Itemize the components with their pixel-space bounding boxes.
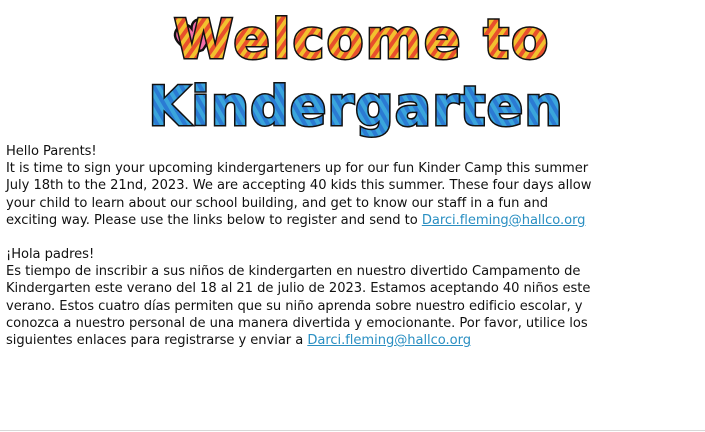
welcome-title-line1 <box>174 8 550 71</box>
spanish-last-line <box>6 332 696 349</box>
spanish-greeting: ¡Hola padres! <box>6 247 95 263</box>
spanish-line: Kindergarten este verano del 18 al 21 de julio de 2023. Estamos aceptando 40 niños este <box>6 281 591 297</box>
section-spacer <box>6 229 696 246</box>
welcome-title-text-line1: Welcome to <box>173 8 551 71</box>
spanish-line: verano. Estos cuatro días permiten que su niño aprenda sobre nuestro edificio escolar, y <box>6 298 583 314</box>
english-line: your child to learn about our school building, and get to know our staff in a fun and <box>6 195 548 211</box>
spanish-last-line-text: siguientes enlaces para registrarse y enviar a <box>6 333 308 349</box>
spanish-line: conozca a nuestro personal de una manera divertida y emocionante. Por favor, utilice los <box>6 315 588 331</box>
english-greeting: Hello Parents! <box>6 144 97 159</box>
spanish-section <box>6 246 696 349</box>
letter-body <box>6 143 696 349</box>
bottom-divider <box>0 430 705 431</box>
english-last-line <box>6 212 696 229</box>
english-line: July 18th to the 21nd, 2023. We are accepting 40 kids this summer. These four days allow <box>6 178 592 194</box>
english-email-link[interactable]: Darci.fleming@hallco.org <box>421 212 586 228</box>
english-line: It is time to sign your upcoming kindergarteners up for our fun Kinder Camp this summer <box>6 161 589 177</box>
welcome-title-line2 <box>148 75 563 138</box>
english-section <box>6 143 696 229</box>
spanish-line: Es tiempo de inscribir a sus niños de kindergarten en nuestro divertido Campamento de <box>6 264 581 280</box>
spanish-email-link[interactable]: Darci.fleming@hallco.org <box>307 333 471 349</box>
english-last-line-text: exciting way. Please use the links below to register and send to <box>6 212 422 228</box>
welcome-title-text-line2: Kindergarten <box>148 75 564 138</box>
welcome-banner <box>0 0 705 140</box>
